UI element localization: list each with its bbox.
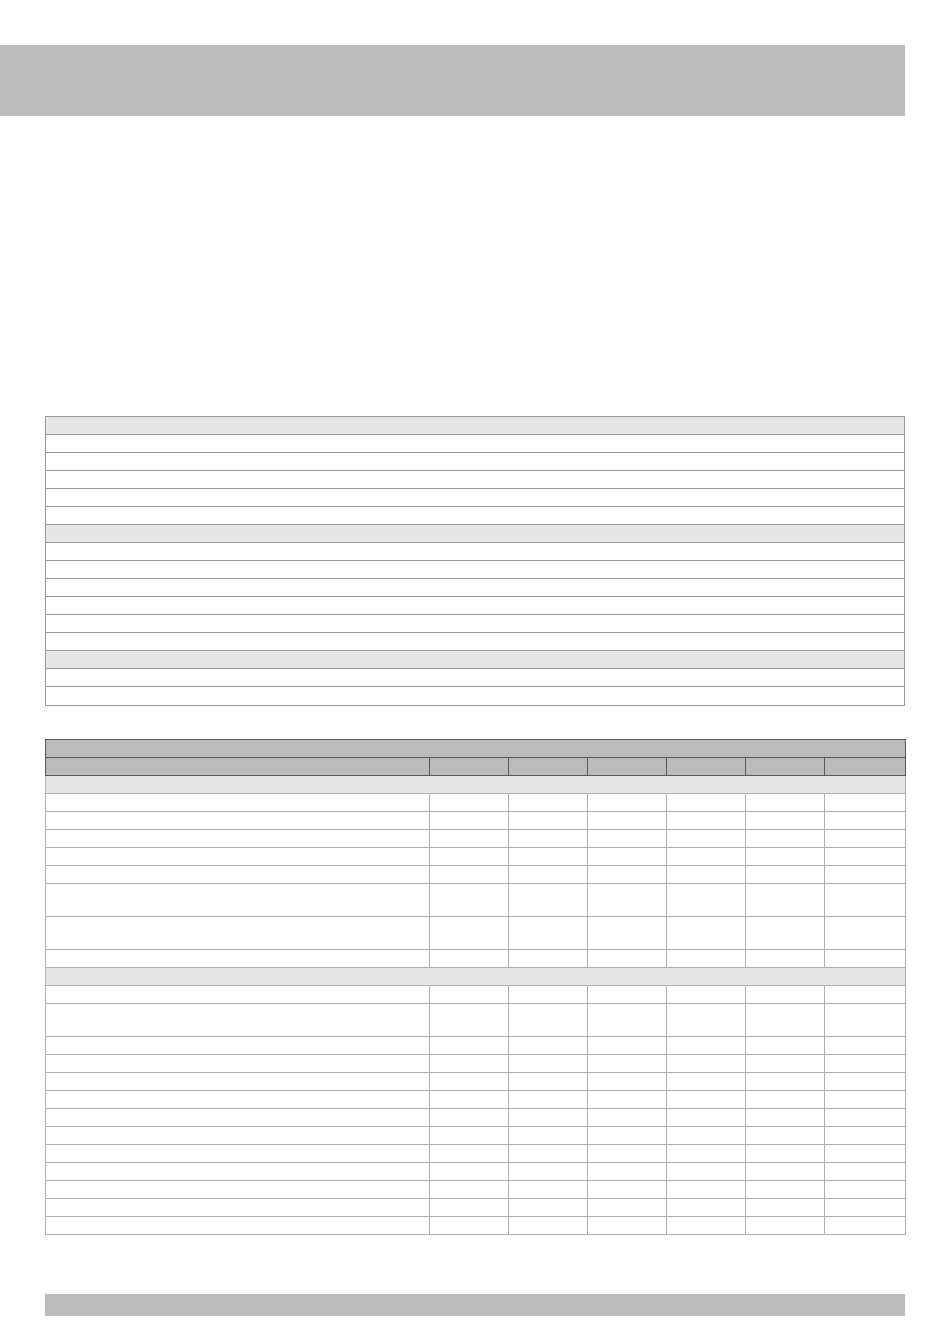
grid-cell (667, 950, 746, 968)
grid-cell (588, 848, 667, 866)
grid-cell (746, 1055, 825, 1073)
grid-cell (825, 812, 906, 830)
grid-column-header (430, 758, 509, 776)
grid-cell (667, 848, 746, 866)
grid-cell (588, 1181, 667, 1199)
grid-column-header-row (46, 758, 906, 776)
spec-table (45, 416, 905, 706)
grid-cell (825, 950, 906, 968)
grid-row-label (46, 1109, 430, 1127)
grid-row-label (46, 830, 430, 848)
spec-row (46, 453, 904, 471)
grid-row-label (46, 1055, 430, 1073)
grid-cell (509, 1109, 588, 1127)
table-row (46, 1163, 906, 1181)
spec-row (46, 507, 904, 525)
grid-cell (588, 917, 667, 950)
grid-column-header (509, 758, 588, 776)
grid-cell (746, 917, 825, 950)
grid-cell (588, 1055, 667, 1073)
table-row (46, 1091, 906, 1109)
spec-row (46, 669, 904, 687)
grid-cell (509, 1037, 588, 1055)
grid-cell (667, 1181, 746, 1199)
grid-cell (430, 1055, 509, 1073)
grid-cell (430, 830, 509, 848)
table-row (46, 1217, 906, 1235)
grid-row-label (46, 812, 430, 830)
grid-cell (430, 866, 509, 884)
grid-cell (430, 794, 509, 812)
grid-cell (825, 917, 906, 950)
grid-cell (509, 1127, 588, 1145)
grid-cell (825, 1199, 906, 1217)
table-row (46, 1199, 906, 1217)
grid-cell (825, 1073, 906, 1091)
grid-cell (509, 884, 588, 917)
table-row (46, 1109, 906, 1127)
grid-cell (667, 812, 746, 830)
grid-cell (588, 830, 667, 848)
grid-title-row (46, 740, 906, 758)
table-row (46, 866, 906, 884)
grid-cell (825, 1145, 906, 1163)
grid-cell (825, 830, 906, 848)
grid-cell (746, 1145, 825, 1163)
grid-section-label (46, 776, 906, 794)
grid-cell (430, 1091, 509, 1109)
grid-row-label (46, 950, 430, 968)
grid-cell (430, 1199, 509, 1217)
grid-cell (825, 1181, 906, 1199)
grid-row-label (46, 1145, 430, 1163)
grid-cell (430, 1004, 509, 1037)
table-row (46, 794, 906, 812)
grid-cell (588, 1037, 667, 1055)
grid-cell (430, 1181, 509, 1199)
grid-row-label (46, 794, 430, 812)
grid-cell (667, 1037, 746, 1055)
grid-cell (588, 794, 667, 812)
grid-cell (746, 1091, 825, 1109)
spec-section-row (46, 417, 904, 435)
grid-cell (509, 1073, 588, 1091)
grid-cell (430, 812, 509, 830)
grid-cell (588, 1091, 667, 1109)
grid-cell (825, 1091, 906, 1109)
grid-cell (430, 1109, 509, 1127)
grid-cell (509, 794, 588, 812)
grid-cell (746, 1127, 825, 1145)
grid-cell (746, 830, 825, 848)
grid-section-label (46, 968, 906, 986)
grid-cell (509, 1004, 588, 1037)
grid-cell (667, 1163, 746, 1181)
header-bar (0, 45, 905, 116)
grid-cell (430, 1073, 509, 1091)
grid-section-row (46, 776, 906, 794)
grid-cell (825, 1127, 906, 1145)
grid-cell (667, 1127, 746, 1145)
table-row (46, 950, 906, 968)
grid-cell (509, 1145, 588, 1163)
grid-row-label (46, 1199, 430, 1217)
spec-row (46, 561, 904, 579)
grid-cell (667, 986, 746, 1004)
grid-cell (588, 1199, 667, 1217)
grid-cell (430, 1217, 509, 1235)
grid-cell (588, 1217, 667, 1235)
spec-row (46, 543, 904, 561)
grid-cell (667, 884, 746, 917)
grid-cell (746, 1037, 825, 1055)
grid-cell (509, 1199, 588, 1217)
table-row (46, 1004, 906, 1037)
grid-cell (588, 1004, 667, 1037)
grid-table (45, 739, 906, 1235)
grid-cell (746, 866, 825, 884)
grid-cell (667, 1091, 746, 1109)
grid-cell (509, 1055, 588, 1073)
grid-cell (430, 848, 509, 866)
grid-row-label (46, 1127, 430, 1145)
table-row (46, 884, 906, 917)
grid-row-label (46, 917, 430, 950)
grid-cell (746, 1217, 825, 1235)
table-row (46, 1055, 906, 1073)
grid-cell (509, 812, 588, 830)
grid-cell (746, 986, 825, 1004)
grid-column-header (46, 758, 430, 776)
grid-row-label (46, 1073, 430, 1091)
grid-row-label (46, 848, 430, 866)
grid-column-header (746, 758, 825, 776)
grid-cell (746, 794, 825, 812)
grid-column-header (667, 758, 746, 776)
spec-row (46, 435, 904, 453)
grid-row-label (46, 1163, 430, 1181)
spec-row (46, 597, 904, 615)
grid-section-row (46, 968, 906, 986)
footer-bar (45, 1294, 905, 1316)
grid-row-label (46, 884, 430, 917)
grid-cell (509, 950, 588, 968)
grid-row-label (46, 1091, 430, 1109)
grid-row-label (46, 1004, 430, 1037)
spec-row (46, 471, 904, 489)
grid-cell (746, 1073, 825, 1091)
grid-cell (746, 950, 825, 968)
grid-cell (430, 1037, 509, 1055)
spec-row (46, 615, 904, 633)
grid-cell (509, 848, 588, 866)
grid-cell (746, 1004, 825, 1037)
grid-cell (825, 794, 906, 812)
grid-cell (588, 986, 667, 1004)
grid-cell (667, 1145, 746, 1163)
grid-cell (588, 1073, 667, 1091)
grid-cell (825, 1163, 906, 1181)
table-row (46, 1037, 906, 1055)
spec-section-row (46, 525, 904, 543)
grid-cell (430, 1163, 509, 1181)
spec-row (46, 579, 904, 597)
grid-cell (746, 812, 825, 830)
grid-column-header (588, 758, 667, 776)
grid-cell (825, 1037, 906, 1055)
grid-cell (667, 794, 746, 812)
grid-cell (588, 1145, 667, 1163)
grid-cell (746, 1199, 825, 1217)
grid-cell (509, 1181, 588, 1199)
grid-cell (825, 1109, 906, 1127)
grid-cell (509, 830, 588, 848)
grid-cell (667, 866, 746, 884)
grid-row-label (46, 866, 430, 884)
table-row (46, 848, 906, 866)
table-row (46, 917, 906, 950)
grid-cell (430, 884, 509, 917)
grid-cell (746, 884, 825, 917)
grid-cell (667, 1073, 746, 1091)
grid-cell (667, 1055, 746, 1073)
grid-cell (825, 866, 906, 884)
grid-cell (746, 1163, 825, 1181)
table-row (46, 1073, 906, 1091)
grid-cell (667, 830, 746, 848)
spec-section-row (46, 651, 904, 669)
grid-cell (430, 1127, 509, 1145)
grid-row-label (46, 1217, 430, 1235)
grid-cell (746, 848, 825, 866)
grid-cell (588, 812, 667, 830)
grid-cell (746, 1109, 825, 1127)
grid-cell (509, 1217, 588, 1235)
grid-cell (825, 1055, 906, 1073)
grid-cell (667, 917, 746, 950)
grid-cell (588, 1163, 667, 1181)
grid-cell (825, 884, 906, 917)
table-row (46, 986, 906, 1004)
spec-row (46, 633, 904, 651)
grid-row-label (46, 1181, 430, 1199)
grid-cell (509, 917, 588, 950)
table-row (46, 812, 906, 830)
grid-cell (825, 1217, 906, 1235)
grid-cell (588, 1109, 667, 1127)
grid-cell (509, 986, 588, 1004)
grid-cell (667, 1217, 746, 1235)
grid-cell (509, 1091, 588, 1109)
grid-cell (667, 1109, 746, 1127)
grid-cell (825, 1004, 906, 1037)
grid-column-header (825, 758, 906, 776)
grid-row-label (46, 1037, 430, 1055)
grid-cell (430, 917, 509, 950)
table-row (46, 1127, 906, 1145)
grid-cell (825, 986, 906, 1004)
table-row (46, 830, 906, 848)
table-row (46, 1145, 906, 1163)
grid-cell (588, 866, 667, 884)
grid-cell (430, 986, 509, 1004)
grid-cell (509, 866, 588, 884)
grid-cell (509, 1163, 588, 1181)
grid-cell (430, 1145, 509, 1163)
grid-cell (667, 1004, 746, 1037)
grid-cell (667, 1199, 746, 1217)
grid-title (46, 740, 906, 758)
grid-cell (430, 950, 509, 968)
grid-cell (588, 1127, 667, 1145)
table-row (46, 1181, 906, 1199)
grid-cell (588, 950, 667, 968)
spec-row (46, 489, 904, 507)
spec-row (46, 687, 904, 705)
grid-row-label (46, 986, 430, 1004)
grid-cell (588, 884, 667, 917)
grid-cell (825, 848, 906, 866)
grid-cell (746, 1181, 825, 1199)
